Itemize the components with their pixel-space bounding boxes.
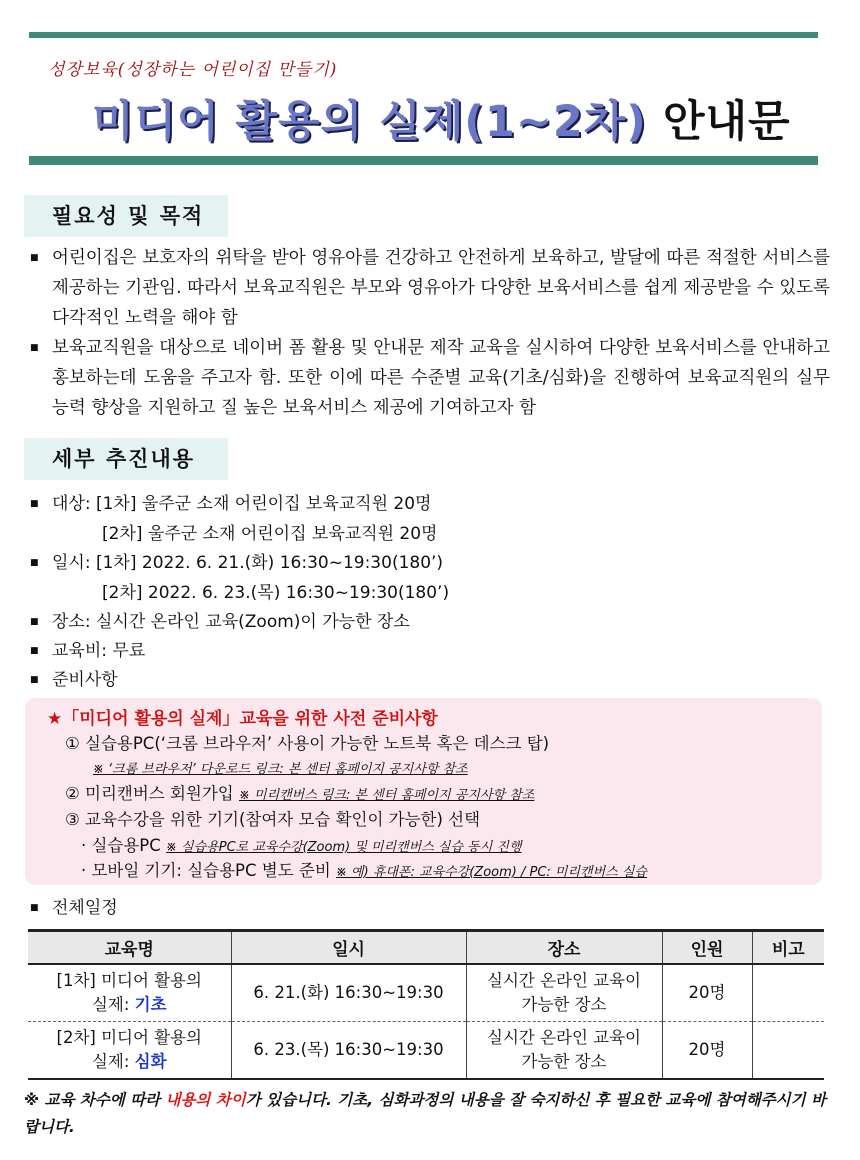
prep-label-line: ■ 준비사항	[30, 670, 118, 690]
prep-sub-2: · 모바일 기기: 실습용PC 별도 준비 ※ 예) 휴대폰: 교육수강(Zoom) / PC: 미리캔버스 실습	[81, 861, 647, 880]
bottom-rule	[29, 156, 818, 165]
square-bullet-icon: ■	[30, 675, 39, 685]
title-main: 미디어 활용의 실제(1~2차)	[92, 97, 647, 147]
date-line-2: [2차] 2022. 6. 23.(목) 16:30~19:30(180’)	[102, 583, 450, 603]
section-heading-details: 세부 추진내용	[24, 438, 228, 480]
schedule-table	[28, 929, 824, 1080]
cell-note	[752, 1022, 824, 1080]
footnote: ※ 교육 차수에 따라 내용의 차이가 있습니다. 기초, 심화과정의 내용을 잘 숙지하신 후 필요한 교육에 참여해주시기 바랍니다.	[24, 1091, 826, 1136]
cell-name: [1차] 미디어 활용의 실제: 기초	[28, 964, 231, 1022]
table-row	[28, 964, 824, 1022]
square-bullet-icon: ■	[30, 646, 39, 656]
schedule-label-line: ■ 전체일정	[30, 898, 118, 918]
section-heading-purpose: 필요성 및 목적	[24, 195, 228, 237]
col-header-note: 비고	[752, 931, 824, 965]
cell-name: [2차] 미디어 활용의 실제: 심화	[28, 1022, 231, 1080]
page-subtitle: 성장보육(성장하는 어린이집 만들기)	[48, 60, 338, 80]
cell-count: 20명	[662, 1022, 752, 1080]
cell-place: 실시간 온라인 교육이 가능한 장소	[466, 964, 662, 1022]
footnote-emphasis: 내용의 차이	[165, 1091, 246, 1109]
cell-date: 6. 21.(화) 16:30~19:30	[231, 964, 466, 1022]
prep-sub-1: · 실습용PC ※ 실습용PC로 교육수강(Zoom) 및 미리캔버스 실습 동시 진행	[81, 836, 522, 855]
col-header-date: 일시	[231, 931, 466, 965]
table-row	[28, 1022, 824, 1080]
title-tail: 안내문	[662, 97, 791, 147]
prep-heading: ★「미디어 활용의 실제」교육을 위한 사전 준비사항	[47, 709, 438, 729]
square-bullet-icon: ■	[30, 499, 39, 509]
date-line-1: ■ 일시: [1차] 2022. 6. 21.(화) 16:30~19:30(180’)	[30, 553, 444, 573]
cell-date: 6. 23.(목) 16:30~19:30	[231, 1022, 466, 1080]
purpose-paragraph-2: ■ 보육교직원을 대상으로 네이버 폼 활용 및 안내문 제작 교육을 실시하여 다양한 보육서비스를 안내하고 홍보하는데 도움을 주고자 함. 또한 이에 따른 수준별 교육(기초/심화)을 진행하여 보육교직원의 실무능력 향상을 지원하고 질 높은 보육서비스 제공에 기여하고자 함	[30, 333, 830, 423]
cell-place: 실시간 온라인 교육이 가능한 장소	[466, 1022, 662, 1080]
place-line: ■ 장소: 실시간 온라인 교육(Zoom)이 가능한 장소	[30, 612, 410, 632]
page-title	[92, 88, 791, 149]
prep-sub-2-note: ※ 예) 휴대폰: 교육수강(Zoom) / PC: 미리캔버스 실습	[336, 865, 647, 880]
cell-count: 20명	[662, 964, 752, 1022]
target-line-1: ■ 대상: [1차] 울주군 소재 어린이집 보육교직원 20명	[30, 494, 432, 514]
square-bullet-icon: ■	[30, 903, 39, 913]
level-badge: 기초	[134, 995, 167, 1014]
col-header-count: 인원	[662, 931, 752, 965]
cell-note	[752, 964, 824, 1022]
prep-box	[25, 698, 822, 885]
purpose-paragraph-1: ■ 어린이집은 보호자의 위탁을 받아 영유아를 건강하고 안전하게 보육하고, 발달에 따른 적절한 서비스를 제공하는 기관임. 따라서 보육교직원은 부모와 영유아가 다양한 보육서비스를 쉽게 제공받을 수 있도록 다각적인 노력을 해야 함	[30, 243, 830, 333]
prep-item-2: ② 미리캔버스 회원가입 ※ 미리캔버스 링크: 본 센터 홈페이지 공지사항 참조	[65, 784, 535, 803]
top-rule	[29, 32, 818, 38]
prep-item-1: ① 실습용PC(‘크롬 브라우저’ 사용이 가능한 노트북 혹은 데스크 탑)	[65, 734, 550, 753]
fee-line: ■ 교육비: 무료	[30, 641, 146, 661]
col-header-place: 장소	[466, 931, 662, 965]
target-line-2: [2차] 울주군 소재 어린이집 보육교직원 20명	[102, 524, 438, 544]
prep-item-3: ③ 교육수강을 위한 기기(참여자 모습 확인이 가능한) 선택	[65, 810, 481, 829]
col-header-name: 교육명	[28, 931, 231, 965]
square-bullet-icon: ■	[30, 343, 39, 353]
prep-sub-1-note: ※ 실습용PC로 교육수강(Zoom) 및 미리캔버스 실습 동시 진행	[166, 840, 522, 855]
square-bullet-icon: ■	[30, 617, 39, 627]
table-header-row	[28, 931, 824, 965]
prep-item-1-note: ※ ‘크롬 브라우저’ 다운로드 링크: 본 센터 홈페이지 공지사항 참조	[93, 762, 468, 777]
square-bullet-icon: ■	[30, 253, 39, 263]
square-bullet-icon: ■	[30, 558, 39, 568]
level-badge: 심화	[134, 1052, 167, 1071]
prep-item-2-note: ※ 미리캔버스 링크: 본 센터 홈페이지 공지사항 참조	[238, 788, 535, 803]
